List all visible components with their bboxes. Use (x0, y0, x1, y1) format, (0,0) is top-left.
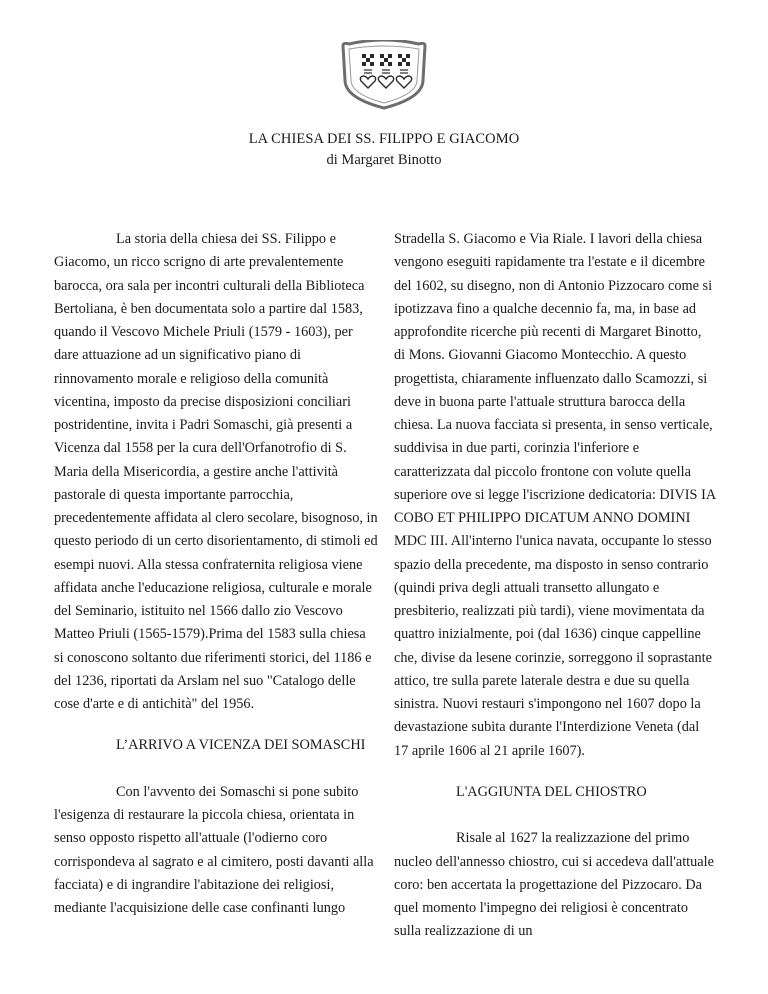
document-author: di Margaret Binotto (326, 152, 442, 168)
document-title: LA CHIESA DEI SS. FILIPPO E GIACOMO (248, 131, 520, 147)
crest-logo (335, 40, 433, 110)
section-heading: L'AGGIUNTA DEL CHIOSTRO (456, 783, 647, 800)
section-heading: L’ARRIVO A VICENZA DEI SOMASCHI (116, 737, 366, 754)
paragraph: Con l'avvento dei Somaschi si pone subito l'esigenza di restaurare la piccola chiesa, orientata in senso opposto rispetto all'attuale (l'odierno coro corrispondeva al sagrato e al cimitero, posti davanti alla facciata) e di ingrandire l'abitazione dei religiosi, mediante l'acquisizione delle case confinanti lungo (54, 783, 374, 916)
left-column (54, 228, 378, 920)
right-column (394, 228, 716, 944)
paragraph: Stradella S. Giacomo e Via Riale. I lavori della chiesa vengono eseguiti rapidamente tra l'estate e il dicembre del 1602, su disegno, non di Antonio Pizzocaro come si ipotizzava fino a qualche decennio fa, ma, in base ad approfondite ricerche più recenti di Margaret Binotto, di Mons. Giovanni Giacomo Montecchio. A questo progettista, chiaramente influenzato dallo Scamozzi, si deve in buona parte l'attuale struttura barocca della chiesa. La nuova facciata si presenta, in senso verticale, suddivisa in due parti, corinzia l'inferiore e caratterizzata dal piccolo frontone con volute quella superiore ove si legge l'iscrizione dedicatoria: DIVIS IA COBO ET PHILIPPO DICATUM ANNO DOMINI MDC III. All'interno l'unica navata, occupante lo stesso spazio della precedente, ma disposto in senso contrario (quindi priva degli attuali transetto allungato e presbiterio, realizzati più tardi), viene movimentata da quattro inizialmente, poi (dal 1636) cinque cappelline che, divise da lesene corinzie, sorreggono il soprastante attico, tre sulla parete laterale destra e due su quella sinistra. Nuovi restauri s'impongono nel 1607 dopo la devastazione subita durante l'Interdizione Veneta (dal 17 aprile 1606 al 21 aprile 1607). (394, 231, 716, 759)
paragraph: Risale al 1627 la realizzazione del primo nucleo dell'annesso chiostro, cui si accedeva dall'attuale coro: ben accertata la progettazione del Pizzocaro. Da quel momento l'impegno dei religiosi è concentrato sulla realizzazione di un (394, 830, 714, 940)
document-header (0, 129, 768, 171)
paragraph: La storia della chiesa dei SS. Filippo e Giacomo, un ricco scrigno di arte prevalentemente barocca, ora sala per incontri culturali della Biblioteca Bertoliana, è ben documentata solo a partire dal 1583, quando il Vescovo Michele Priuli (1579 - 1603), per dare attuazione ad un significativo piano di rinnovamento morale e religioso della comunità vicentina, imposto da precise disposizioni conciliari postridentine, invita i Padri Somaschi, già presenti a Vicenza dal 1558 per la cura dell'Orfanotrofio di S. Maria della Misericordia, a gestire anche l'attività pastorale di questa importante parrocchia, precedentemente affidata al clero secolare, bisognoso, in questo periodo di un certo disorientamento, di stimoli ed esempi nuovi. Alla stessa confraternita religiosa viene affidata anche l'educazione religiosa, culturale e morale del Seminario, istituito nel 1566 dallo zio Vescovo Matteo Priuli (1565-1579).Prima del 1583 sulla chiesa si conoscono soltanto due riferimenti storici, del 1186 e del 1236, riportati da Arslam nel suo "Catalogo delle cose d'arte e di antichità" del 1956. (54, 231, 378, 712)
